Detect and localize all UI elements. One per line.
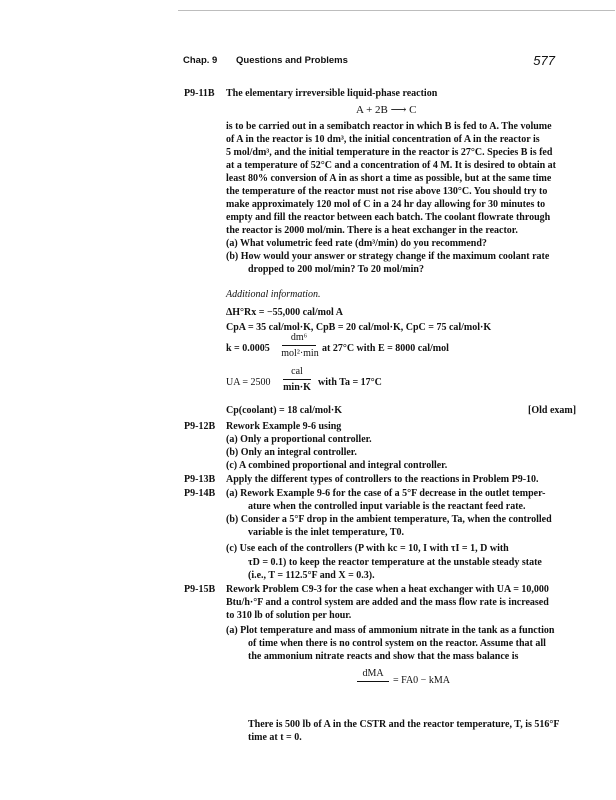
p9-14-part-b: (b) Consider a 5°F drop in the ambient temperature, Ta, when the controlled: [226, 514, 552, 525]
k-units-denominator: mol²·min: [281, 348, 319, 359]
running-header: [183, 53, 555, 69]
problem-label-p9-15: P9-15B: [184, 584, 216, 595]
p9-11-line: empty and fill the reactor between each batch. The coolant flowrate through: [226, 212, 551, 223]
p9-11-line: 5 mol/dm³, and the initial temperature in the reactor is 27°C. Species B is fed: [226, 147, 553, 158]
ua-units-numerator: cal: [291, 366, 303, 377]
p9-15-part-a: (a) Plot temperature and mass of ammonium nitrate in the tank as a function: [226, 625, 555, 636]
p9-15-line: Rework Problem C9-3 for the case when a heat exchanger with UA = 10,000: [226, 584, 549, 595]
p9-14-part-a-cont: ature when the controlled input variable is the reactant feed rate.: [248, 501, 526, 512]
rate-constant-k: k = 0.0005: [226, 343, 270, 354]
p9-15-initial-conditions: There is 500 lb of A in the CSTR and the reactor temperature, T, is 516°F: [248, 719, 560, 730]
heat-capacities: CpA = 35 cal/mol·K, CpB = 20 cal/mol·K, CpC = 75 cal/mol·K: [226, 322, 492, 333]
mass-balance-rhs: = FA0 − kMA: [393, 675, 450, 686]
p9-11-part-a: (a) What volumetric feed rate (dm³/min) do you recommend?: [226, 238, 487, 249]
chapter-label: Chap. 9: [183, 55, 218, 66]
coolant-heat-capacity: Cp(coolant) = 18 cal/mol·K: [226, 405, 342, 416]
p9-11-part-b-cont: dropped to 200 mol/min? To 20 mol/min?: [248, 264, 424, 275]
p9-12-part-c: (c) A combined proportional and integral controller.: [226, 460, 448, 471]
p9-11-line: least 80% conversion of A in as short a time as possible, but at the same time: [226, 173, 552, 184]
problem-label-p9-12: P9-12B: [184, 421, 216, 432]
fraction-bar: [283, 379, 311, 380]
p9-11-line: of A in the reactor is 10 dm³, the initial concentration of A in the reactor is: [226, 134, 540, 145]
p9-14-part-c-cont: (i.e., T = 112.5°F and X = 0.3).: [248, 570, 375, 581]
fraction-bar: [282, 345, 316, 346]
page-number: 577: [533, 53, 555, 68]
p9-15-line: to 310 lb of solution per hour.: [226, 610, 352, 621]
ambient-temperature: with Ta = 17°C: [318, 377, 382, 388]
p9-14-part-c-cont: τD = 0.1) to keep the reactor temperature at the unstable steady state: [248, 557, 542, 568]
p9-11-line: the reactor is 2000 mol/min. There is a heat exchanger in the reactor.: [226, 225, 518, 236]
p9-12-part-b: (b) Only an integral controller.: [226, 447, 357, 458]
ua-value: UA = 2500: [226, 377, 271, 388]
old-exam-tag: [Old exam]: [528, 405, 577, 416]
p9-13-line: Apply the different types of controllers to the reactions in Problem P9-10.: [226, 474, 539, 485]
p9-14-part-c: (c) Use each of the controllers (P with kc = 10, I with τI = 1, D with: [226, 543, 509, 554]
p9-14-part-a: (a) Rework Example 9-6 for the case of a 5°F decrease in the outlet temper-: [226, 488, 546, 499]
p9-15-part-a-cont: of time when there is no control system on the reactor. Assume that all: [248, 638, 546, 649]
p9-11-line: the temperature of the reactor must not rise above 130°C. You should try to: [226, 186, 548, 197]
problem-label-p9-13: P9-13B: [184, 474, 216, 485]
k-conditions: at 27°C with E = 8000 cal/mol: [322, 343, 449, 354]
heat-of-reaction: ΔH°Rx = −55,000 cal/mol A: [226, 307, 343, 318]
fraction-bar: [357, 681, 389, 682]
p9-11-part-b: (b) How would your answer or strategy change if the maximum coolant rate: [226, 251, 550, 262]
problem-label-p9-14: P9-14B: [184, 488, 216, 499]
top-rule: [178, 10, 615, 11]
p9-11-line: at a temperature of 52°C and a concentration of 4 M. It is desired to obtain at: [226, 160, 556, 171]
k-units-numerator: dm⁶: [290, 332, 308, 343]
p9-11-line: The elementary irreversible liquid-phase reaction: [226, 88, 438, 99]
p9-12-line: Rework Example 9-6 using: [226, 421, 342, 432]
p9-15-initial-conditions-cont: time at t = 0.: [248, 732, 302, 743]
p9-12-part-a: (a) Only a proportional controller.: [226, 434, 372, 445]
problem-label-p9-11: P9-11B: [184, 88, 215, 99]
p9-11-line: is to be carried out in a semibatch reactor in which B is fed to A. The volume: [226, 121, 552, 132]
p9-15-line: Btu/h·°F and a control system are added and the mass flow rate is increased: [226, 597, 549, 608]
chapter-title: Questions and Problems: [236, 55, 348, 66]
additional-info-heading: Additional information.: [226, 289, 321, 300]
p9-11-line: make approximately 120 mol of C in a 24 hr day allowing for 30 minutes to: [226, 199, 546, 210]
p9-15-part-a-cont: the ammonium nitrate reacts and show that the mass balance is: [248, 651, 519, 662]
p9-11-reaction-equation: A + 2B ⟶ C: [356, 104, 417, 116]
ua-units-denominator: min·K: [283, 382, 311, 393]
p9-14-part-b-cont: variable is the inlet temperature, T0.: [248, 527, 404, 538]
mass-balance-numerator: dMA: [362, 668, 384, 679]
